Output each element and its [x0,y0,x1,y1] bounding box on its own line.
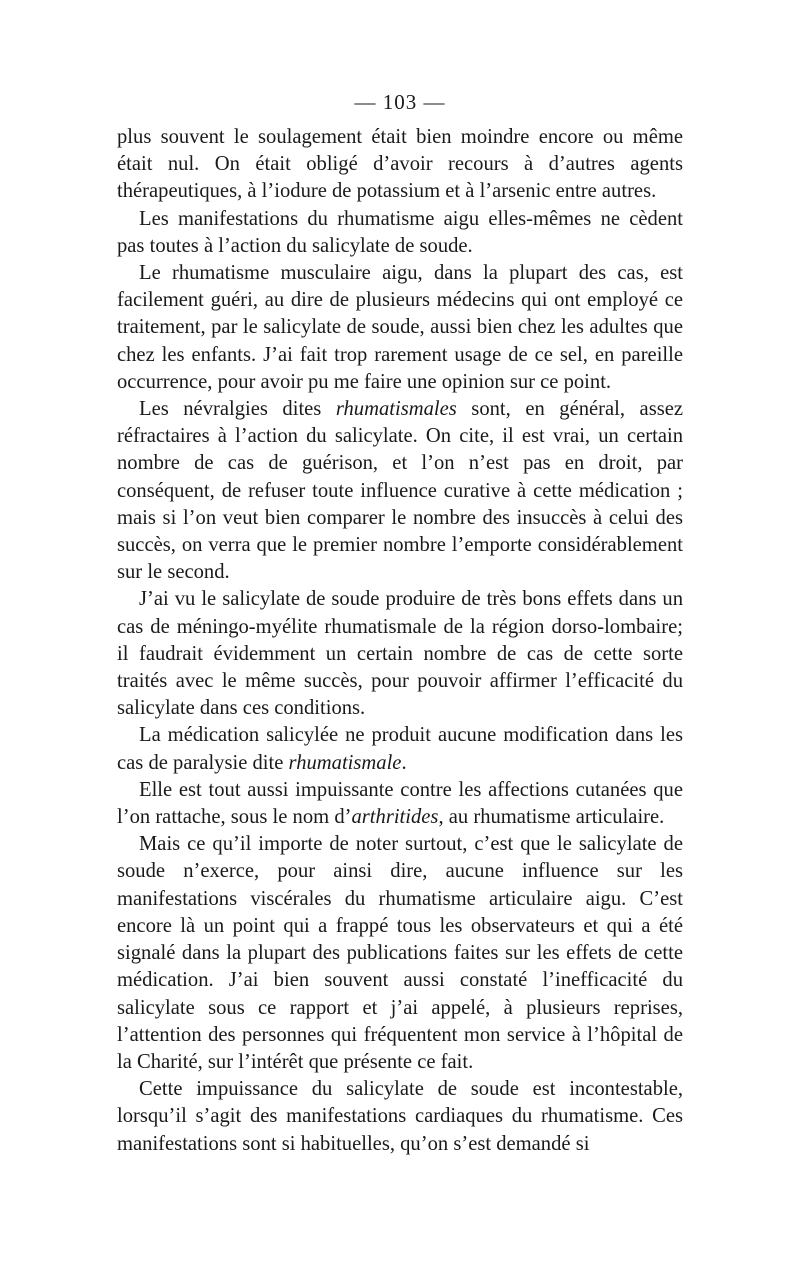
paragraph-text: Mais ce qu’il importe de noter surtout, c’est que le salicylate de soude n’exerce, pour ainsi dire, aucune influence sur les manifestations viscérales du rhumatisme articulaire aigu. C’est encore là un point qui a frappé tous les observateurs et qui a été signalé dans la plupart des publications faites sur les effets de cette médication. J’ai bien souvent aussi constaté l’inefficacité du salicylate sous ce rapport et j’ai appelé, à plusieurs reprises, l’attention des personnes qui fréquentent mon service à l’hôpital de la Charité, sur l’intérêt que présente ce fait. [117,833,683,1073]
paragraph-text-before: La médication salicylée ne produit aucune modification dans les cas de paralysie dite [117,724,683,774]
italic-term-rhumatismale: rhumatismale [288,751,402,774]
paragraph-text: Cette impuissance du salicylate de soude est incontestable, lorsqu’il s’agit des manifestations cardiaques du rhumatisme. Ces manifestations sont si habituelles, qu’on s’est demandé si [117,1078,683,1155]
paragraph-rhumatisme-musculaire [117,260,683,396]
page-number: — 103 — [354,90,446,114]
paragraph-meningo-myelite [117,586,683,722]
paragraph-manifestations-viscerales [117,831,683,1076]
paragraph-nevralgies [117,396,683,586]
paragraph-affections-cutanees [117,777,683,831]
document-page [117,88,683,1158]
paragraph-text: plus souvent le soulagement était bien moindre encore ou même était nul. On était obligé d’avoir recours à d’autres agents thérapeutiques, à l’iodure de potassium et à l’arsenic entre autres. [117,126,683,203]
paragraph-rhumatisme-aigu [117,206,683,260]
paragraph-text-after: sont, en général, assez réfractaires à l’action du salicylate. On cite, il est vrai, un certain nombre de cas de guérison, et l’on n’est pas en droit, par conséquent, de refuser toute influence curative à cette médication ; mais si l’on veut bien comparer le nombre des insuccès à celui des succès, on verra que le premier nombre l’emporte considérablement sur le second. [117,398,684,584]
italic-term-arthritides: arthritides [351,806,439,829]
paragraph-text-before: Elle est tout aussi impuissante contre les affections cutanées que l’on rattache, sous le nom d’ [117,778,683,829]
paragraph-text-after: . [401,751,407,774]
paragraph-continuation [117,124,683,206]
paragraph-paralysie [117,722,683,776]
paragraph-manifestations-cardiaques [117,1076,683,1158]
paragraph-text: Les manifestations du rhumatisme aigu elles-mêmes ne cèdent pas toutes à l’action du salicylate de soude. [117,207,683,257]
paragraph-text: J’ai vu le salicylate de soude produire de très bons effets dans un cas de méningo-myélite rhumatismale de la région dorso-lombaire; il faudrait évidemment un certain nombre de cas de cette sorte traités avec le même succès, pour pouvoir affirmer l’efficacité du salicylate dans ces conditions. [117,588,683,720]
paragraph-text-after: , au rhumatisme articulaire. [438,806,665,829]
italic-term-rhumatismales: rhumatismales [335,398,457,421]
paragraph-text: Le rhumatisme musculaire aigu, dans la plupart des cas, est facilement guéri, au dire de plusieurs médecins qui ont employé ce traitement, par le salicylate de soude, aussi bien chez les adultes que chez les enfants. J’ai fait trop rarement usage de ce sel, en pareille occurrence, pour avoir pu me faire une opinion sur ce point. [117,262,683,393]
paragraph-text-before: Les névralgies dites [139,398,336,421]
